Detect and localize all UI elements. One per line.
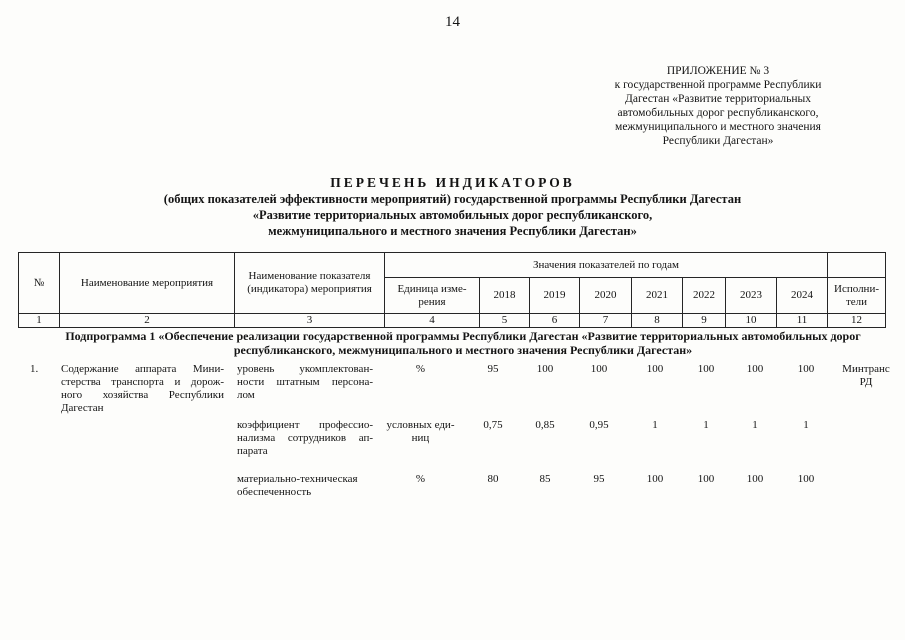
column-number: 5 xyxy=(480,314,530,328)
appendix-line: к государственной программе Республики xyxy=(614,79,822,91)
indicator-unit: % xyxy=(415,363,426,375)
value-2020: 100 xyxy=(590,363,608,375)
column-number: 1 xyxy=(19,314,60,328)
column-number: 10 xyxy=(726,314,777,328)
column-number: 6 xyxy=(530,314,580,328)
header-empty-cell xyxy=(828,253,886,278)
appendix-line: ПРИЛОЖЕНИЕ № 3 xyxy=(666,65,770,77)
column-number: 4 xyxy=(385,314,480,328)
document-title xyxy=(0,174,905,239)
header-year-2020: 2020 xyxy=(580,278,632,314)
value-2022: 1 xyxy=(703,419,709,431)
header-event-name: Наименование мероприятия xyxy=(60,253,235,314)
subprogram-title: Подпрограмма 1 «Обеспечение реализации государственной программы Республики Дагестан «Развитие территориальных автомобильных дорог республиканского, межмуниципального и местного значения Республики Дагестан» xyxy=(65,329,861,357)
value-2021: 100 xyxy=(646,363,664,375)
header-year-2023: 2023 xyxy=(726,278,777,314)
column-number: 2 xyxy=(60,314,235,328)
header-year-2018: 2018 xyxy=(480,278,530,314)
header-values-by-year: Значения показателей по годам xyxy=(385,253,828,278)
value-2020: 95 xyxy=(593,473,605,485)
value-2019: 100 xyxy=(536,363,554,375)
header-year-2021: 2021 xyxy=(632,278,683,314)
column-number: 3 xyxy=(235,314,385,328)
column-number: 12 xyxy=(828,314,886,328)
value-2022: 100 xyxy=(697,473,715,485)
column-number: 9 xyxy=(683,314,726,328)
value-2023: 1 xyxy=(752,419,758,431)
executor: Минтранс РД xyxy=(842,363,890,388)
header-unit: Единица изме- рения xyxy=(385,278,480,314)
value-2018: 0,75 xyxy=(483,419,503,431)
column-number: 7 xyxy=(580,314,632,328)
event-name: Содержание аппарата Мини- стерства транспорта и дорож- ного хозяйства Республики Дагестан xyxy=(61,363,224,414)
header-year-2022: 2022 xyxy=(683,278,726,314)
header-indicator-name: Наименование показателя (индикатора) мероприятия xyxy=(235,253,385,314)
indicator-name: коэффициент профессио- нализма сотрудников ап- парата xyxy=(237,419,373,457)
value-2019: 0,85 xyxy=(535,419,555,431)
page-number: 14 xyxy=(445,14,460,30)
header-executors: Исполни- тели xyxy=(828,278,886,314)
value-2024: 1 xyxy=(803,419,809,431)
title-line: межмуниципального и местного значения Республики Дагестан» xyxy=(268,224,637,238)
value-2022: 100 xyxy=(697,363,715,375)
value-2023: 100 xyxy=(746,473,764,485)
value-2024: 100 xyxy=(797,473,815,485)
header-year-2019: 2019 xyxy=(530,278,580,314)
value-2021: 1 xyxy=(652,419,658,431)
indicator-name: уровень укомплектован- ности штатным персона- лом xyxy=(237,363,373,401)
indicator-name: материально-техническая обеспеченность xyxy=(237,473,358,498)
appendix-line: межмуниципального и местного значения xyxy=(615,121,821,133)
appendix-line: Республики Дагестан» xyxy=(662,135,774,147)
column-number: 8 xyxy=(632,314,683,328)
value-2019: 85 xyxy=(539,473,551,485)
appendix-block xyxy=(596,64,840,148)
value-2018: 95 xyxy=(487,363,499,375)
value-2018: 80 xyxy=(487,473,499,485)
header-num: № xyxy=(19,253,60,314)
appendix-line: автомобильных дорог республиканского, xyxy=(617,107,819,119)
title-line: (общих показателей эффективности мероприятий) государственной программы Республики Дагестан xyxy=(163,192,742,206)
indicator-unit: условных еди- ниц xyxy=(386,419,455,444)
title-main: ПЕРЕЧЕНЬ ИНДИКАТОРОВ xyxy=(330,175,575,190)
column-number: 11 xyxy=(777,314,828,328)
value-2024: 100 xyxy=(797,363,815,375)
indicator-unit: % xyxy=(415,473,426,485)
value-2021: 100 xyxy=(646,473,664,485)
indicators-table-header xyxy=(18,252,886,328)
value-2020: 0,95 xyxy=(589,419,609,431)
appendix-line: Дагестан «Развитие территориальных xyxy=(625,93,811,105)
value-2023: 100 xyxy=(746,363,764,375)
row-number: 1. xyxy=(30,363,39,375)
title-line: «Развитие территориальных автомобильных дорог республиканского, xyxy=(252,208,653,222)
header-year-2024: 2024 xyxy=(777,278,828,314)
